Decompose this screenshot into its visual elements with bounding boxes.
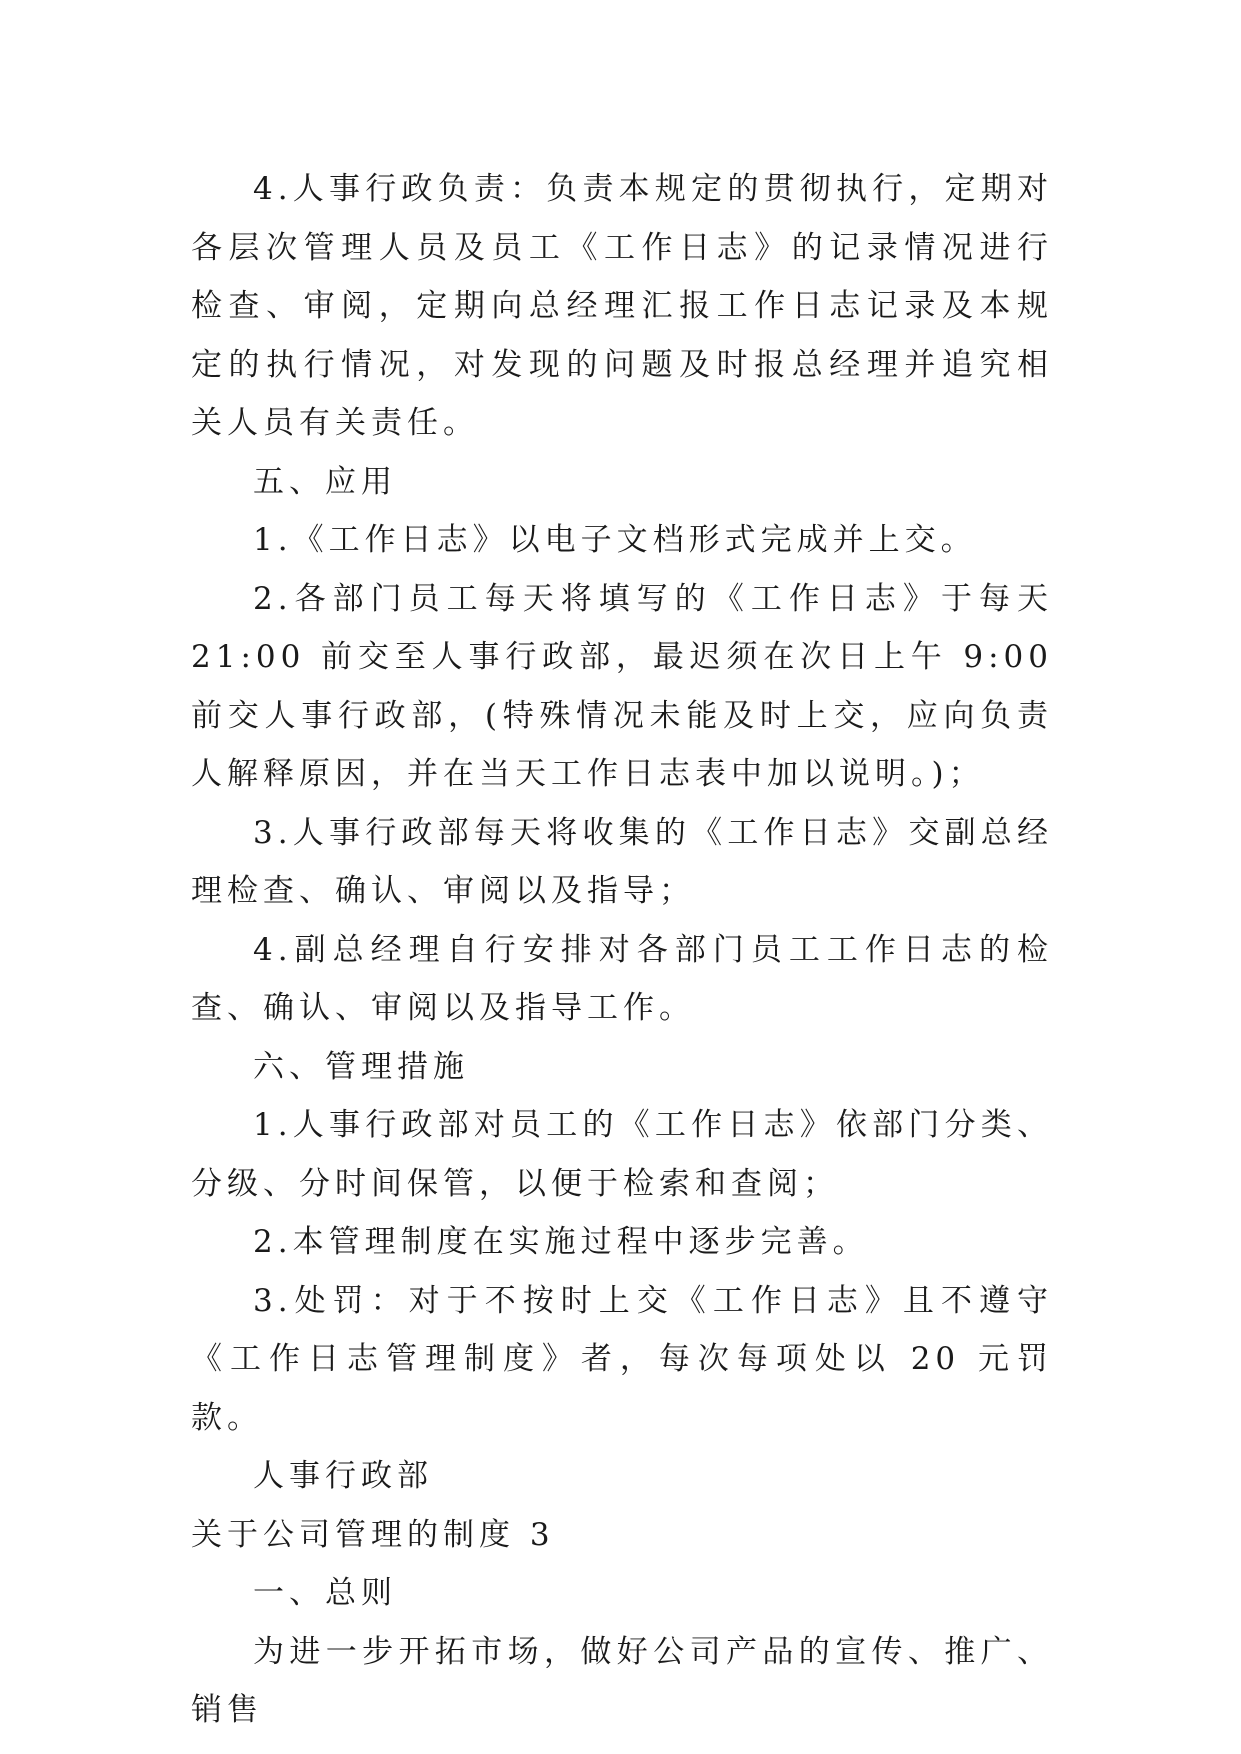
list-item-measures-3: 3.处罚：对于不按时上交《工作日志》且不遵守《工作日志管理制度》者，每次每项处以 20 元罚款。 [191, 1282, 1053, 1436]
paragraph-hr-responsibility: 4.人事行政负责：负责本规定的贯彻执行，定期对各层次管理人员及员工《工作日志》的记录情况进行检查、审阅，定期向总经理汇报工作日志记录及本规定的执行情况，对发现的问题及时报总经理并追究相关人员有关责任。 [191, 171, 1053, 441]
list-item-measures-2: 2.本管理制度在实施过程中逐步完善。 [253, 1224, 869, 1260]
section-heading-general: 一、总则 [253, 1575, 397, 1611]
paragraph-general-intro: 为进一步开拓市场，做好公司产品的宣传、推广、销售 [191, 1633, 1053, 1728]
list-item-application-1: 1.《工作日志》以电子文档形式完成并上交。 [253, 522, 977, 558]
list-item-application-2: 2.各部门员工每天将填写的《工作日志》于每天 21:00 前交至人事行政部，最迟须在次日上午 9:00 前交人事行政部，(特殊情况未能及时上交，应向负责人解释原因，并在当天工作日志表中加以说明。)； [191, 580, 1053, 792]
section-heading-application: 五、应用 [253, 463, 397, 500]
list-item-application-4: 4.副总经理自行安排对各部门员工工作日志的检查、确认、审阅以及指导工作。 [191, 931, 1053, 1026]
document-title: 关于公司管理的制度 3 [191, 1516, 555, 1553]
section-heading-management-measures: 六、管理措施 [253, 1048, 469, 1085]
list-item-application-3: 3.人事行政部每天将收集的《工作日志》交副总经理检查、确认、审阅以及指导； [191, 814, 1053, 909]
signature-department: 人事行政部 [253, 1458, 433, 1494]
list-item-measures-1: 1.人事行政部对员工的《工作日志》依部门分类、分级、分时间保管，以便于检索和查阅； [191, 1107, 1053, 1202]
document-body [191, 160, 1053, 1740]
